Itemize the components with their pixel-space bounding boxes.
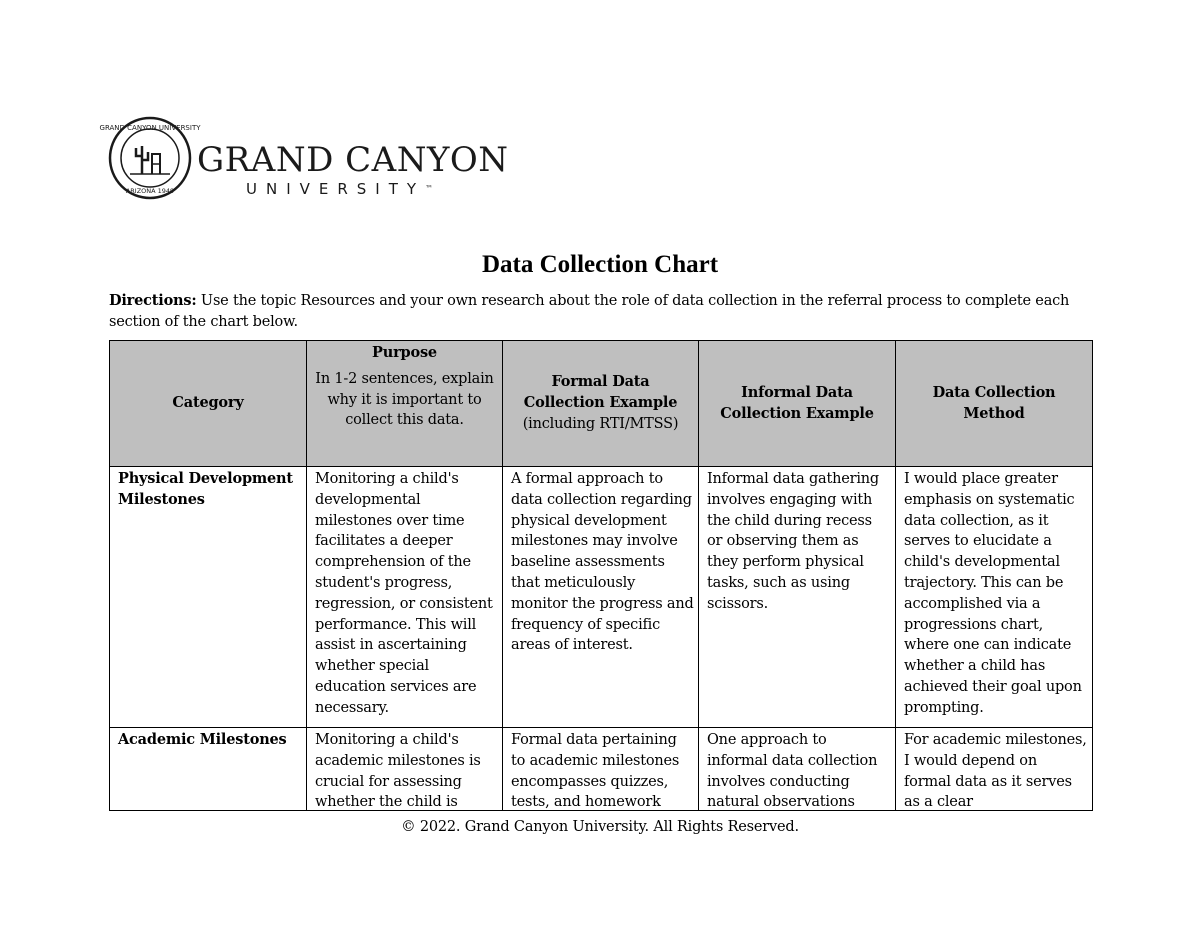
gcu-logo [99, 116, 509, 204]
cell-formal: A formal approach to data collection regarding physical development milestones may involve baseline assessments that meticulously monitor the progress and frequency of specific areas of interest. [503, 467, 699, 728]
cell-category: Academic Milestones [110, 728, 307, 811]
table-header-row [110, 341, 1093, 467]
seal-text-bottom: ARIZONA 1949 [125, 187, 175, 195]
header-category: Category [110, 341, 307, 467]
directions [109, 290, 1094, 333]
header-formal-sub: (including RTI/MTSS) [522, 415, 679, 432]
cell-method: For academic milestones, I would depend on formal data as it serves as a clear [896, 728, 1093, 811]
university-seal-icon [99, 116, 201, 200]
cell-informal: One approach to informal data collection involves conducting natural observations [699, 728, 896, 811]
header-formal: Formal Data Collection Example (including RTI/MTSS) [503, 341, 699, 467]
page-title: Data Collection Chart [481, 251, 719, 278]
cell-category: Physical Development Milestones [110, 467, 307, 728]
directions-label: Directions: [109, 292, 197, 309]
cell-method: I would place greater emphasis on systematic data collection, as it serves to elucidate a child's developmental trajectory. This can be accomplished via a progressions chart, where one can indicate whether a child has achieved their goal upon prompting. [896, 467, 1093, 728]
table-row [110, 467, 1093, 728]
header-purpose: Purpose In 1-2 sentences, explain why it is important to collect this data. [307, 341, 503, 467]
header-method: Data Collection Method [896, 341, 1093, 467]
cell-informal: Informal data gathering involves engaging with the child during recess or observing them as they perform physical tasks, such as using scissors. [699, 467, 896, 728]
cell-purpose: Monitoring a child's academic milestones is crucial for assessing whether the child is [307, 728, 503, 811]
logo-wordmark: GRAND CANYON [197, 140, 509, 180]
header-purpose-instructions: In 1-2 sentences, explain why it is important to collect this data. [315, 370, 494, 429]
logo-subtitle: UNIVERSITY™ [246, 180, 434, 198]
header-informal: Informal Data Collection Example [699, 341, 896, 467]
cell-purpose: Monitoring a child's developmental milestones over time facilitates a deeper comprehension of the student's progress, regression, or consistent performance. This will assist in ascertaining whether special education services are necessary. [307, 467, 503, 728]
directions-text: Use the topic Resources and your own research about the role of data collection in the referral process to complete each section of the chart below. [109, 293, 1070, 330]
cell-formal: Formal data pertaining to academic milestones encompasses quizzes, tests, and homework [503, 728, 699, 811]
seal-text-top: GRAND CANYON UNIVERSITY [99, 124, 201, 132]
copyright-footer: © 2022. Grand Canyon University. All Rights Reserved. [401, 819, 799, 835]
table-row [110, 728, 1093, 811]
data-collection-table [109, 340, 1093, 811]
